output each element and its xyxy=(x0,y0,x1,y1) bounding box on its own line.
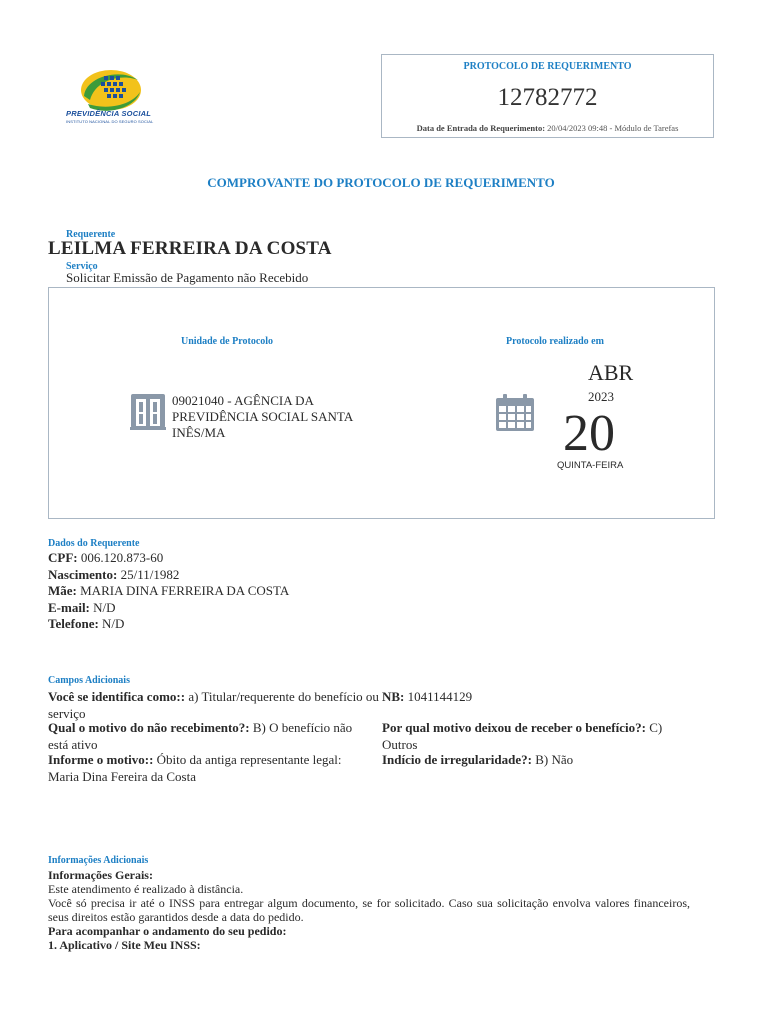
service-label: Serviço xyxy=(66,261,98,272)
cpf-row: CPF: 006.120.873-60 xyxy=(48,550,164,565)
app-label: 1. Aplicativo / Site Meu INSS: xyxy=(48,938,201,952)
reason-field: Qual o motivo do não recebimento?: B) O benefício não está ativo xyxy=(48,720,353,752)
building-icon xyxy=(130,393,166,431)
nb-field: NB: 1041144129 xyxy=(382,689,473,704)
document-title: COMPROVANTE DO PROTOCOLO DE REQUERIMENTO xyxy=(207,175,555,190)
entry-date-value: 20/04/2023 09:48 - Módulo de Tarefas xyxy=(547,123,679,133)
inform-value: Óbito da antiga representante legal: Maria Dina Fereira da Costa xyxy=(48,752,342,784)
identify-value: a) Titular/requerente do benefício ou serviço xyxy=(48,689,379,721)
requester-name: LEILMA FERREIRA DA COSTA xyxy=(48,238,332,259)
requester-data-title: Dados do Requerente xyxy=(48,538,140,549)
identify-field: Você se identifica como:: a) Titular/requerente do benefício ou serviço xyxy=(48,689,379,721)
email-row: E-mail: N/D xyxy=(48,599,116,615)
date-label: Protocolo realizado em xyxy=(506,336,604,347)
nb-value: 1041144129 xyxy=(407,689,473,704)
birth-value: 25/11/1982 xyxy=(120,566,180,582)
follow-label: Para acompanhar o andamento do seu pedido: xyxy=(48,924,287,938)
mother-value: MARIA DINA FERREIRA DA COSTA xyxy=(80,583,290,598)
inform-field: Informe o motivo:: Óbito da antiga representante legal: Maria Dina Fereira da Costa xyxy=(48,752,342,784)
service-value: Solicitar Emissão de Pagamento não Recebido xyxy=(66,270,309,285)
unit-name: 09021040 - AGÊNCIA DA PREVIDÊNCIA SOCIAL SANTA INÊS/MA xyxy=(172,393,353,440)
logo-name: PREVIDÊNCIA SOCIAL xyxy=(66,109,151,118)
requester-label: Requerente xyxy=(66,229,116,240)
protocol-entry-date xyxy=(381,123,714,133)
logo-subtitle: INSTITUTO NACIONAL DO SEGURO SOCIAL xyxy=(66,119,154,124)
protocol-title: PROTOCOLO DE REQUERIMENTO xyxy=(463,61,632,72)
mother-row: Mãe: MARIA DINA FERREIRA DA COSTA xyxy=(48,583,290,598)
date-weekday: QUINTA-FEIRA xyxy=(557,460,624,471)
birth-row: Nascimento: 25/11/1982 xyxy=(48,566,180,582)
info-line-2: Você só precisa ir até o INSS para entregar algum documento, se for solicitado. Caso sua solicitação envolva valores financeiros, seus direitos estão garantidos desde a data do pedido. xyxy=(48,896,690,924)
irregular-value: B) Não xyxy=(535,752,574,767)
date-month: ABR xyxy=(588,360,634,385)
additional-fields-title: Campos Adicionais xyxy=(48,675,130,686)
date-day: 20 xyxy=(563,405,615,462)
email-value: N/D xyxy=(93,599,116,615)
unit-label: Unidade de Protocolo xyxy=(181,336,274,347)
why-field: Por qual motivo deixou de receber o benefício?: C) Outros xyxy=(382,720,663,752)
date-year: 2023 xyxy=(588,389,614,404)
protocol-number: 12782772 xyxy=(497,84,598,111)
phone-row: Telefone: N/D xyxy=(48,616,125,631)
entry-date-label: Data de Entrada do Requerimento: xyxy=(416,123,546,133)
phone-value: N/D xyxy=(102,616,125,631)
requester-data xyxy=(48,550,448,633)
reason-value: B) O benefício não está ativo xyxy=(48,720,353,752)
why-value: C) Outros xyxy=(382,720,663,752)
calendar-icon xyxy=(495,394,535,432)
additional-info-title: Informações Adicionais xyxy=(48,855,149,866)
cpf-value: 006.120.873-60 xyxy=(80,550,164,565)
irregular-field: Indício de irregularidade?: B) Não xyxy=(382,752,574,767)
logo-emblem-icon xyxy=(81,70,141,111)
general-info-label: Informações Gerais: xyxy=(48,868,153,882)
info-line-1: Este atendimento é realizado à distância. xyxy=(48,882,244,896)
